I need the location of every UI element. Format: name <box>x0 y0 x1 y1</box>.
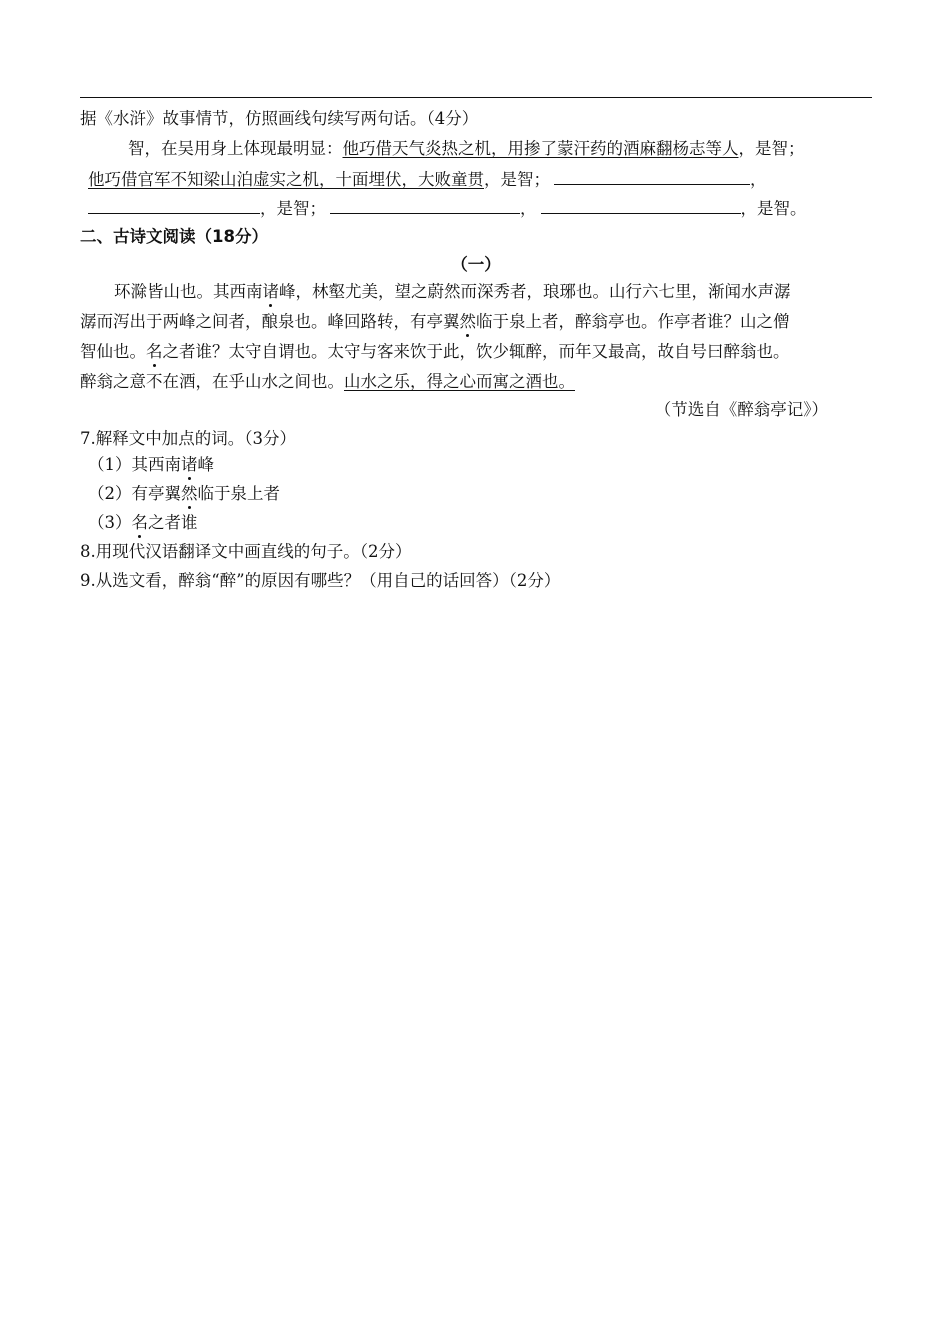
q7-item-1 <box>88 454 214 476</box>
answer-blank-1[interactable] <box>554 168 750 185</box>
underlined-sentence: 山水之乐，得之心而寓之酒也。 <box>344 372 575 391</box>
section2-title: 二、古诗文阅读（18分） <box>80 227 268 246</box>
q7-prompt: 7.解释文中加点的词。（3分） <box>80 429 296 448</box>
q7-item-2 <box>88 483 280 505</box>
passage-text: 醉翁之意不在酒，在乎山水之间也。 <box>80 372 344 391</box>
q6-example1-end: ，是智； <box>738 139 805 158</box>
q7-item-3 <box>88 512 198 534</box>
answer-blank-4[interactable] <box>541 197 741 214</box>
top-rule <box>80 97 872 98</box>
passage-text: 之者谁？太守自谓也。太守与客来饮于此，饮少辄醉，而年又最高，故自号曰醉翁也。 <box>162 342 790 361</box>
q6-line2 <box>88 168 767 191</box>
dotted-char: 诸 <box>262 282 279 301</box>
q6-example2-end: ，是智； <box>484 170 550 189</box>
q9-prompt: 9.从选文看，醉翁“醉”的原因有哪些？（用自己的话回答）（2分） <box>80 571 561 590</box>
q7-text: 临于泉上者 <box>197 484 280 503</box>
dotted-char: 然 <box>459 312 476 331</box>
q7-text: 之者谁 <box>148 513 198 532</box>
passage-line-2 <box>80 311 790 333</box>
answer-blank-2[interactable] <box>88 197 260 214</box>
q7-text: （1）其西南 <box>88 455 181 474</box>
answer-blank-3[interactable] <box>330 197 520 214</box>
passage-line-4 <box>80 371 575 393</box>
q8-prompt: 8.用现代汉语翻译文中画直线的句子。（2分） <box>80 542 412 561</box>
passage-source: （节选自《醉翁亭记》） <box>654 400 828 419</box>
q6-is-wisdom-1: ，是智； <box>260 199 326 218</box>
q6-example1b: 用掺了蒙汗药的酒麻翻杨志等人 <box>507 139 739 158</box>
dotted-char: 名 <box>146 342 163 361</box>
dotted-char: 然 <box>181 484 198 503</box>
q6-line3 <box>88 197 807 220</box>
q7-text: （3） <box>88 513 132 532</box>
q6-is-wisdom-2: ，是智。 <box>740 199 807 218</box>
q6-example2: 他巧借官军不知梁山泊虚实之机，十面埋伏，大败童贯 <box>88 170 484 189</box>
passage-text: 峰，林壑尤美，望之蔚然而深秀者，琅琊也。山行六七里，渐闻水声潺 <box>279 282 791 301</box>
passage-line-3 <box>80 341 790 363</box>
q6-intro: 智，在吴用身上体现最明显： <box>128 139 343 158</box>
passage-text: 智仙也。 <box>80 342 146 361</box>
passage-text: 环滁皆山也。其西南 <box>114 282 263 301</box>
dotted-char: 诸 <box>181 455 198 474</box>
passage-line-1 <box>114 281 791 303</box>
passage-text: 潺而泻出于两峰之间者，酿泉也。峰回路转，有亭翼 <box>80 312 460 331</box>
q6-example1: 他巧借天气炎热之机， <box>342 139 508 158</box>
q7-text: （2）有亭翼 <box>88 484 181 503</box>
passage-text: 临于泉上者，醉翁亭也。作亭者谁？山之僧 <box>476 312 790 331</box>
section2-subtitle: （一） <box>451 255 501 274</box>
q6-line1 <box>128 138 805 160</box>
q6-comma-1: ， <box>750 170 767 189</box>
q6-prompt: 据《水浒》故事情节，仿照画线句续写两句话。（4分） <box>80 109 479 128</box>
q7-text: 峰 <box>197 455 214 474</box>
dotted-char: 名 <box>131 513 148 532</box>
q6-comma-2: ， <box>520 199 537 218</box>
